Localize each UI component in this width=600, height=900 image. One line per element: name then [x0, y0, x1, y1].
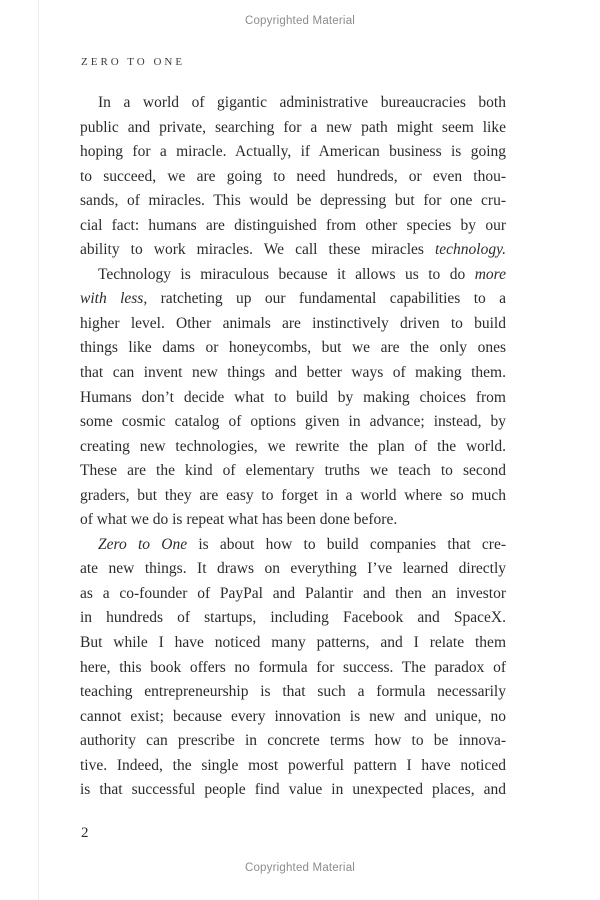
text-segment: tive. Indeed, the single most powerful pattern I have noticed: [80, 756, 506, 774]
text-segment: public and private, searching for a new path might seem like: [80, 118, 506, 136]
italic-text-segment: more: [474, 265, 506, 283]
text-segment: ability to work miracles. We call these miracles: [80, 241, 435, 259]
text-line: [80, 287, 506, 312]
page-edge-line: [38, 0, 39, 900]
text-segment: sands, of miracles. This would be depressing but for one cru-: [80, 192, 506, 210]
text-segment: here, this book offers no formula for success. The paradox of: [80, 658, 506, 676]
text-segment: higher level. Other animals are instinctively driven to build: [80, 314, 506, 332]
text-segment: that can invent new things and better ways of making them.: [80, 364, 506, 382]
text-line: [80, 336, 506, 361]
text-segment: hoping for a miracle. Actually, if American business is going: [80, 143, 506, 161]
text-segment: creating new technologies, we rewrite the plan of the world.: [80, 437, 506, 455]
text-line: [80, 631, 506, 656]
text-line: [80, 582, 506, 607]
text-line: [80, 729, 506, 754]
text-segment: ate new things. It draws on everything I’ve learned directly: [80, 560, 506, 578]
text-segment: cial fact: humans are distinguished from other species by our: [80, 216, 506, 234]
text-segment: graders, but they are easy to forget in a world where so much: [80, 486, 506, 504]
text-segment: as a co-founder of PayPal and Palantir and then an investor: [80, 584, 506, 602]
text-line: [80, 91, 506, 116]
text-line: [80, 312, 506, 337]
text-line: [80, 238, 506, 263]
text-line: [80, 140, 506, 165]
copyright-notice-bottom: Copyrighted Material: [244, 862, 356, 874]
italic-text-segment: Zero to One: [98, 535, 188, 553]
text-line: [80, 189, 506, 214]
running-header: ZERO TO ONE: [81, 56, 186, 68]
italic-text-segment: technology.: [434, 241, 506, 259]
page-number: 2: [81, 825, 89, 841]
text-line: [80, 533, 506, 558]
paragraph: [80, 91, 506, 263]
text-line: [80, 656, 506, 681]
text-line: [80, 165, 506, 190]
text-segment: ratcheting up our fundamental capabilities to a: [147, 290, 507, 308]
text-line: [80, 754, 506, 779]
text-line: [80, 361, 506, 386]
text-segment: some cosmic catalog of options given in advance; instead, by: [80, 413, 506, 431]
text-line: [80, 214, 506, 239]
text-line: [80, 263, 506, 288]
text-line: [80, 386, 506, 411]
text-line: [80, 459, 506, 484]
text-line: [80, 705, 506, 730]
text-segment: cannot exist; because every innovation is new and unique, no: [80, 707, 506, 725]
text-segment: is about how to build companies that cre-: [187, 535, 506, 553]
text-segment: Humans don’t decide what to build by making choices from: [80, 388, 506, 406]
text-line: [80, 680, 506, 705]
copyright-notice-top: Copyrighted Material: [244, 15, 356, 27]
text-line: [80, 606, 506, 631]
text-line: [80, 557, 506, 582]
text-segment: in hundreds of startups, including Facebook and SpaceX.: [80, 609, 506, 627]
text-segment: In a world of gigantic administrative bureaucracies both: [98, 94, 506, 111]
body-text: [80, 91, 506, 803]
text-line: [80, 778, 506, 803]
text-segment: things like dams or honeycombs, but we are the only ones: [80, 339, 506, 357]
text-line: [80, 410, 506, 435]
text-line: [80, 435, 506, 460]
text-segment: of what we do is repeat what has been done before.: [80, 511, 398, 529]
text-segment: But while I have noticed many patterns, and I relate them: [80, 634, 506, 652]
text-line: [80, 508, 506, 533]
text-line: [80, 484, 506, 509]
text-segment: teaching entrepreneurship is that such a formula necessarily: [80, 683, 506, 701]
text-segment: is that successful people find value in unexpected places, and: [80, 781, 506, 799]
paragraph: [80, 533, 506, 803]
italic-text-segment: with less,: [80, 290, 148, 308]
text-line: [80, 116, 506, 141]
text-segment: to succeed, we are going to need hundreds, or even thou-: [80, 167, 506, 185]
paragraph: [80, 263, 506, 533]
text-segment: Technology is miraculous because it allows us to do: [98, 265, 475, 283]
text-segment: These are the kind of elementary truths we teach to second: [80, 462, 506, 480]
text-segment: authority can prescribe in concrete terms how to be innova-: [80, 732, 506, 750]
